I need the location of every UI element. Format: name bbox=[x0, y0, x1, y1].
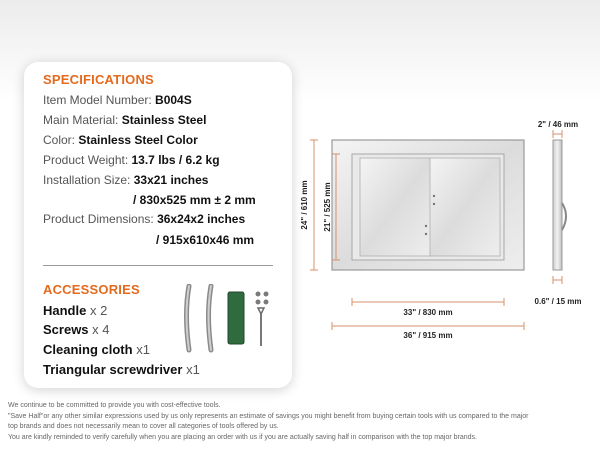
accessory-qty: x 4 bbox=[92, 322, 110, 337]
door-side-view bbox=[553, 140, 566, 270]
spec-value: 13.7 lbs / 6.2 kg bbox=[131, 153, 220, 167]
accessory-qty: x 2 bbox=[89, 303, 108, 318]
spec-label: Item Model Number: bbox=[43, 93, 152, 107]
outer-height-label: 24" / 610 mm bbox=[300, 180, 309, 230]
spec-value: Stainless Steel Color bbox=[78, 133, 198, 147]
spec-label: Installation Size: bbox=[43, 173, 131, 187]
spec-row-product-dimensions bbox=[43, 212, 245, 226]
spec-value: 33x21 inches bbox=[133, 173, 209, 187]
frame-depth-label: 0.6" / 15 mm bbox=[534, 297, 582, 306]
accessory-screws bbox=[43, 322, 110, 337]
screwdriver-image bbox=[258, 308, 264, 346]
spec-row-weight bbox=[43, 153, 220, 167]
spec-label: Color: bbox=[43, 133, 76, 147]
accessories-illustration bbox=[180, 284, 280, 354]
accessories-heading: ACCESSORIES bbox=[43, 282, 140, 297]
spec-installation-metric: / 830x525 mm ± 2 mm bbox=[133, 193, 256, 207]
handle-image bbox=[187, 286, 212, 350]
spec-label: Main Material: bbox=[43, 113, 119, 127]
spec-value: Stainless Steel bbox=[121, 113, 207, 127]
accessory-qty: x1 bbox=[186, 362, 200, 377]
accessory-name: Screws bbox=[43, 322, 89, 337]
depth-label: 2" / 46 mm bbox=[537, 120, 579, 129]
footnote-line-3: top brands and does not necessarily mean to cover all categories of tools offered by us. bbox=[8, 423, 279, 430]
outer-width-label: 36" / 915 mm bbox=[403, 331, 453, 340]
accessory-cleaning-cloth bbox=[43, 342, 150, 357]
spec-row-color bbox=[43, 133, 198, 147]
spec-row-installation-size bbox=[43, 173, 208, 187]
door-dimension-diagram bbox=[296, 108, 596, 358]
spec-value: B004S bbox=[155, 93, 192, 107]
inner-height-label: 21" / 525 mm bbox=[323, 182, 332, 232]
footnote-line-4: You are kindly reminded to verify carefully when you are placing an order with us if you are actually saving half in comparison with the top major brands. bbox=[8, 434, 477, 441]
accessory-handle bbox=[43, 303, 107, 318]
accessory-name: Triangular screwdriver bbox=[43, 362, 183, 377]
spec-label: Product Weight: bbox=[43, 153, 129, 167]
spec-row-model bbox=[43, 93, 192, 107]
accessory-name: Handle bbox=[43, 303, 87, 318]
accessory-screwdriver bbox=[43, 362, 200, 377]
cleaning-cloth-image bbox=[228, 292, 244, 344]
spec-label: Product Dimensions: bbox=[43, 212, 154, 226]
spec-row-material bbox=[43, 113, 206, 127]
footnote-line-1: We continue to be committed to provide you with cost-effective tools. bbox=[8, 402, 221, 409]
footnote-line-2: "Save Half"or any other similar expressions used by us only represents an estimate of savings you might benefit from buying certain tools with us compared to the major bbox=[8, 413, 529, 420]
screws-image bbox=[256, 292, 269, 305]
accessory-qty: x1 bbox=[136, 342, 150, 357]
section-divider bbox=[43, 265, 273, 266]
spec-value: 36x24x2 inches bbox=[157, 212, 246, 226]
accessory-name: Cleaning cloth bbox=[43, 342, 133, 357]
inner-width-label: 33" / 830 mm bbox=[403, 308, 453, 317]
door-front-view bbox=[332, 140, 524, 270]
spec-dimensions-metric: / 915x610x46 mm bbox=[156, 233, 255, 247]
specifications-heading: SPECIFICATIONS bbox=[43, 72, 154, 87]
